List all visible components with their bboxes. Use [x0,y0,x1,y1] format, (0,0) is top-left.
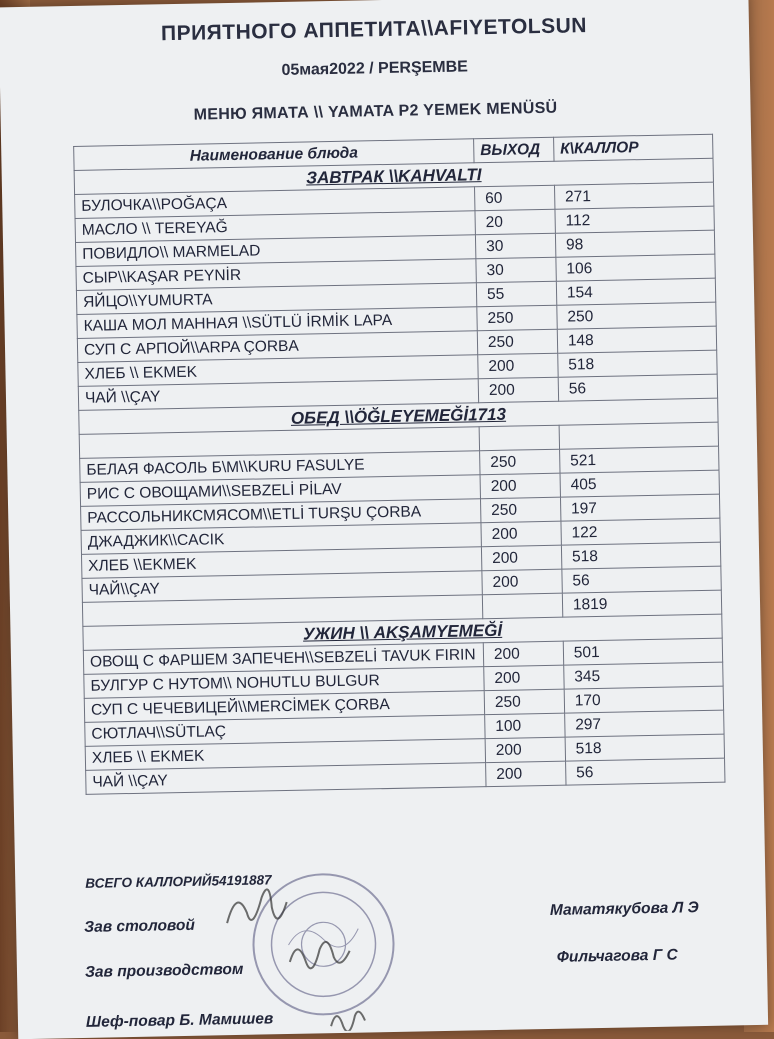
dish-calories: 250 [557,302,717,329]
menu-date: 05мая2022 / PERŞEMBE [281,58,469,79]
dish-calories: 271 [554,182,714,209]
dish-name: ЧАЙ \\ÇAY [86,763,486,795]
dish-name: СЮТЛАЧ\\SÜTLAÇ [85,715,485,747]
dish-output: 200 [480,473,560,499]
head-production-name: Фильчагова Г С [556,946,678,966]
empty-cell [482,593,562,619]
dish-name: РИС С ОВОЩАМИ\\SEBZELİ PİLAV [80,475,480,507]
dish-calories: 345 [564,662,724,689]
dish-calories: 106 [556,254,716,281]
dish-name: БУЛГУР С НУТОМ\\ NOHUTLU BULGUR [84,667,484,699]
dish-name: БЕЛАЯ ФАСОЛЬ Б\М\\KURU FASULYE [80,451,480,483]
signature-scribble-3-icon [328,1000,369,1031]
dish-output: 200 [484,665,564,691]
column-header-calories: К\КАЛЛОР [553,134,713,161]
dish-output: 100 [485,713,565,739]
chef-signature-line: Шеф-повар Б. Мамишев [85,1010,274,1031]
dish-output: 200 [482,569,562,595]
lunch-section-title: ОБЕД \\ÖĞLEYEMEĞİ1713 [79,398,718,434]
dish-name: РАССОЛЬНИКСМЯСОМ\\ETLİ TURŞU ÇORBA [81,499,481,531]
column-header-name: Наименование блюда [74,139,474,171]
dish-calories: 98 [555,230,715,257]
dish-name: ДЖАДЖИК\\CACIK [81,523,481,555]
dish-output: 20 [475,209,555,235]
dish-output: 55 [476,281,556,307]
breakfast-section-title: ЗАВТРАК \\KAHVALTI [74,158,713,194]
dish-output: 60 [474,185,554,211]
dish-output: 250 [477,305,557,331]
menu-subtitle: МЕНЮ ЯМАТА \\ YAMATA P2 YEMEK MENÜSÜ [193,99,558,124]
menu-table-body [74,134,725,794]
dish-output: 200 [478,377,558,403]
dish-name: ПОВИДЛО\\ MARMELAD [75,235,475,267]
dish-calories: 112 [555,206,715,233]
menu-table [73,134,725,795]
dish-calories: 297 [564,710,724,737]
dish-calories: 521 [559,446,719,473]
dish-name: ХЛЕБ \\ EKMEK [85,739,485,771]
dish-name: ХЛЕБ \\ EKMEK [78,355,478,387]
empty-cell [479,425,559,451]
dish-output: 250 [480,497,560,523]
dish-name: БУЛОЧКА\\POĞAÇA [75,187,475,219]
dish-name: МАСЛО \\ TEREYAĞ [75,211,475,243]
dish-calories: 56 [558,374,718,401]
dish-name: СУП С ЧЕЧЕВИЦЕЙ\\MERCİMEK ÇORBA [84,691,484,723]
dish-output: 250 [484,689,564,715]
dish-name: ЧАЙ \\ÇAY [78,379,478,411]
dish-calories: 518 [561,542,721,569]
empty-cell [559,422,719,449]
dish-output: 30 [476,257,556,283]
dish-name: ОВОЩ С ФАРШЕМ ЗАПЕЧЕН\\SEBZELİ TAVUK FIRIN [83,643,483,675]
dish-calories: 170 [564,686,724,713]
dish-name: ЯЙЦО\\YUMURTA [76,283,476,315]
dish-output: 200 [483,641,563,667]
page-title: ПРИЯТНОГО АППЕТИТА\\AFIYETOLSUN [160,14,588,46]
dish-calories: 405 [560,470,720,497]
dish-calories: 518 [565,734,725,761]
dish-name: ХЛЕБ \\EKMEK [81,547,481,579]
dish-output: 200 [485,737,565,763]
dish-name: КАША МОЛ МАННАЯ \\SÜTLÜ İRMİK LAPA [77,307,477,339]
dinner-section-title: УЖИН \\ AKŞAMYEMEĞİ [83,614,722,650]
dish-name: СУП С АРПОЙ\\ARPA ÇORBA [77,331,477,363]
dish-name: СЫР\\KAŞAR PEYNİR [76,259,476,291]
dish-calories: 56 [562,566,722,593]
dish-calories: 122 [561,518,721,545]
dish-output: 250 [477,329,557,355]
head-canteen-name: Маматякубова Л Э [549,899,699,919]
head-production-label: Зав производством [84,960,244,981]
dish-calories: 154 [556,278,716,305]
signature-scribble-2-icon [284,931,355,982]
total-calories: ВСЕГО КАЛЛОРИЙ54191887 [85,872,272,891]
dish-output: 200 [478,353,558,379]
head-canteen-label: Зав столовой [83,916,196,936]
dish-name: ЧАЙ\\ÇAY [82,571,482,603]
dish-output: 250 [480,449,560,475]
dish-calories: 518 [558,350,718,377]
dish-output: 30 [475,233,555,259]
dish-calories: 501 [563,638,723,665]
dish-output: 200 [481,521,561,547]
dish-calories: 148 [557,326,717,353]
column-header-output: ВЫХОД [474,137,554,163]
dish-output: 200 [486,761,566,787]
lunch-total-calories: 1819 [562,590,722,617]
signature-scribble-icon [221,882,292,943]
dish-output: 200 [481,545,561,571]
dish-calories: 56 [565,758,725,785]
dish-calories: 197 [560,494,720,521]
